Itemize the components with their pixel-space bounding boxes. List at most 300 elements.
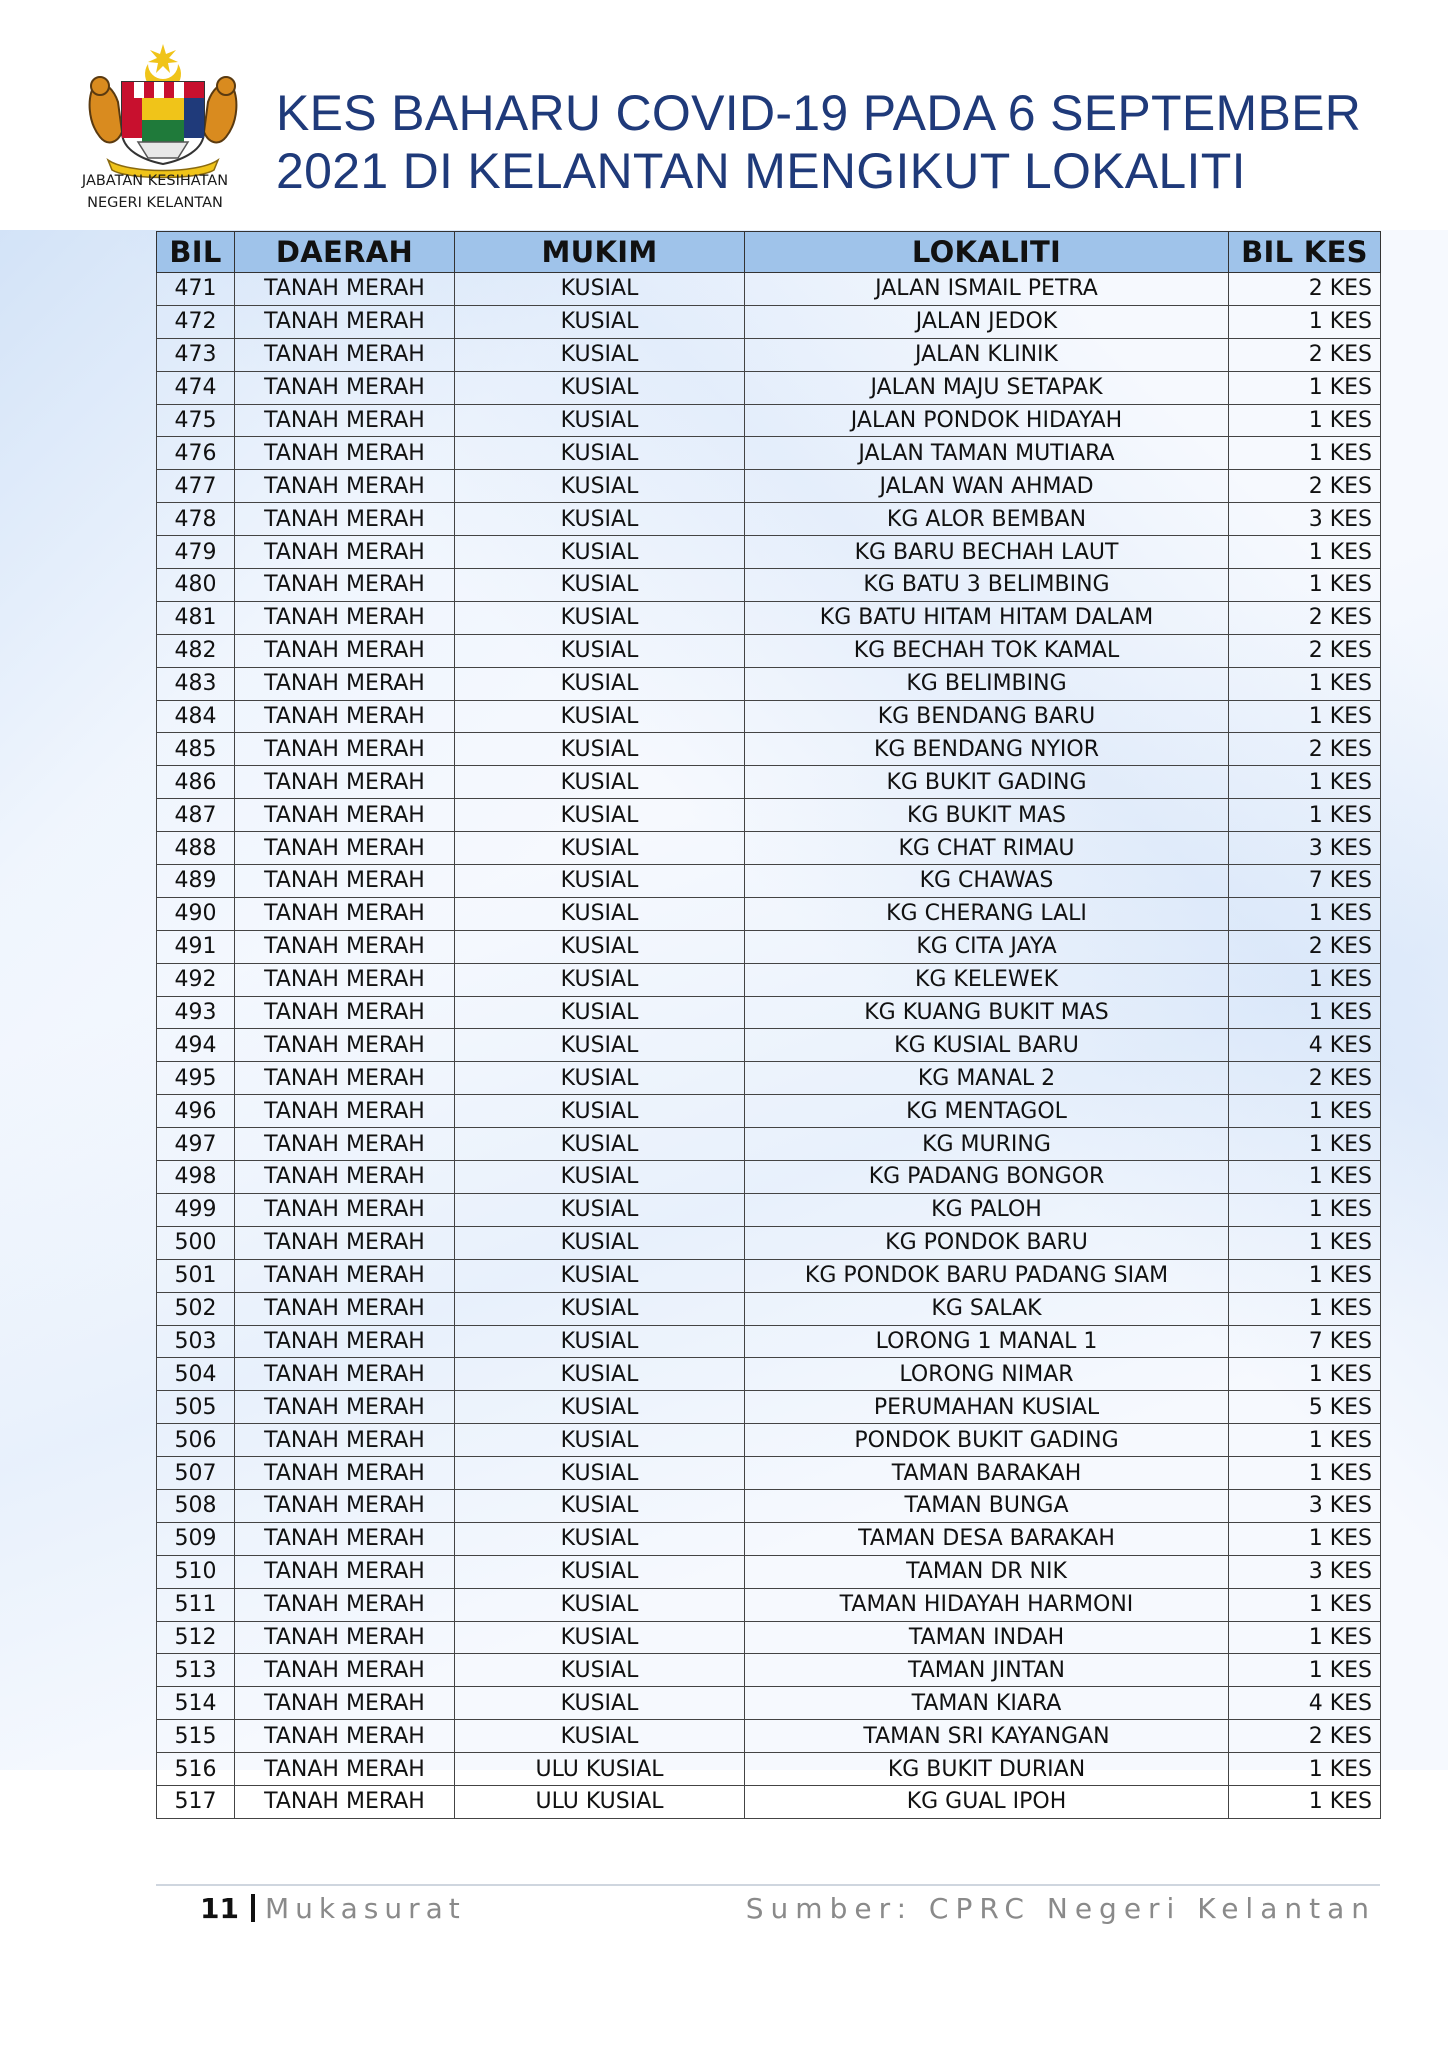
cell-bil-kes: 7 KES bbox=[1229, 1325, 1381, 1358]
cell-mukim: KUSIAL bbox=[455, 601, 745, 634]
cell-lokaliti: JALAN JEDOK bbox=[745, 305, 1229, 338]
table-row bbox=[157, 766, 1381, 799]
cell-daerah: TANAH MERAH bbox=[235, 1555, 455, 1588]
cell-lokaliti: KG BELIMBING bbox=[745, 667, 1229, 700]
cell-lokaliti: PONDOK BUKIT GADING bbox=[745, 1424, 1229, 1457]
cell-bil-kes: 2 KES bbox=[1229, 930, 1381, 963]
cell-daerah: TANAH MERAH bbox=[235, 601, 455, 634]
cell-daerah: TANAH MERAH bbox=[235, 1785, 455, 1818]
cell-mukim: KUSIAL bbox=[455, 1193, 745, 1226]
cell-bil-kes: 1 KES bbox=[1229, 1654, 1381, 1687]
cell-lokaliti: KG KUSIAL BARU bbox=[745, 1029, 1229, 1062]
cell-bil-kes: 2 KES bbox=[1229, 601, 1381, 634]
table-row bbox=[157, 1128, 1381, 1161]
cell-daerah: TANAH MERAH bbox=[235, 273, 455, 306]
title-line-1: KES BAHARU COVID-19 PADA 6 SEPTEMBER bbox=[276, 85, 1362, 141]
cell-daerah: TANAH MERAH bbox=[235, 305, 455, 338]
cell-bil-kes: 1 KES bbox=[1229, 1161, 1381, 1194]
cell-mukim: KUSIAL bbox=[455, 897, 745, 930]
table-row bbox=[157, 1259, 1381, 1292]
agency-line-1: JABATAN KESIHATAN bbox=[81, 173, 229, 189]
cell-mukim: KUSIAL bbox=[455, 1588, 745, 1621]
cell-mukim: KUSIAL bbox=[455, 1457, 745, 1490]
cell-daerah: TANAH MERAH bbox=[235, 1193, 455, 1226]
table-row bbox=[157, 799, 1381, 832]
cell-bil: 493 bbox=[157, 996, 235, 1029]
cell-daerah: TANAH MERAH bbox=[235, 1621, 455, 1654]
table-row bbox=[157, 1424, 1381, 1457]
source-credit: Sumber: CPRC Negeri Kelantan bbox=[745, 1892, 1376, 1925]
cell-daerah: TANAH MERAH bbox=[235, 1325, 455, 1358]
table-row bbox=[157, 1193, 1381, 1226]
cell-bil-kes: 1 KES bbox=[1229, 1226, 1381, 1259]
cell-mukim: KUSIAL bbox=[455, 1325, 745, 1358]
cell-daerah: TANAH MERAH bbox=[235, 733, 455, 766]
table-row bbox=[157, 1720, 1381, 1753]
cell-lokaliti: TAMAN JINTAN bbox=[745, 1654, 1229, 1687]
table-row bbox=[157, 1325, 1381, 1358]
cell-lokaliti: LORONG NIMAR bbox=[745, 1358, 1229, 1391]
cell-daerah: TANAH MERAH bbox=[235, 1654, 455, 1687]
cell-lokaliti: KG KELEWEK bbox=[745, 963, 1229, 996]
cell-mukim: KUSIAL bbox=[455, 503, 745, 536]
cell-mukim: KUSIAL bbox=[455, 1391, 745, 1424]
cell-bil-kes: 1 KES bbox=[1229, 371, 1381, 404]
cell-daerah: TANAH MERAH bbox=[235, 1424, 455, 1457]
cell-bil: 476 bbox=[157, 437, 235, 470]
table-row bbox=[157, 1062, 1381, 1095]
table-row bbox=[157, 1029, 1381, 1062]
table-row bbox=[157, 865, 1381, 898]
cell-mukim: KUSIAL bbox=[455, 338, 745, 371]
cell-mukim: KUSIAL bbox=[455, 963, 745, 996]
cell-lokaliti: JALAN PONDOK HIDAYAH bbox=[745, 404, 1229, 437]
cell-bil: 507 bbox=[157, 1457, 235, 1490]
cell-daerah: TANAH MERAH bbox=[235, 1062, 455, 1095]
cell-bil-kes: 1 KES bbox=[1229, 404, 1381, 437]
cell-bil-kes: 2 KES bbox=[1229, 634, 1381, 667]
table-row bbox=[157, 569, 1381, 602]
cell-lokaliti: KG BUKIT GADING bbox=[745, 766, 1229, 799]
cell-mukim: KUSIAL bbox=[455, 865, 745, 898]
table-header-row bbox=[157, 232, 1381, 273]
cell-lokaliti: JALAN ISMAIL PETRA bbox=[745, 273, 1229, 306]
cell-mukim: ULU KUSIAL bbox=[455, 1753, 745, 1786]
cell-daerah: TANAH MERAH bbox=[235, 338, 455, 371]
table-row bbox=[157, 1753, 1381, 1786]
table-row bbox=[157, 897, 1381, 930]
cell-daerah: TANAH MERAH bbox=[235, 1226, 455, 1259]
table-row bbox=[157, 338, 1381, 371]
coat-of-arms-logo bbox=[78, 42, 248, 182]
cell-daerah: TANAH MERAH bbox=[235, 470, 455, 503]
cell-mukim: KUSIAL bbox=[455, 569, 745, 602]
cell-daerah: TANAH MERAH bbox=[235, 667, 455, 700]
cell-bil: 511 bbox=[157, 1588, 235, 1621]
column-header-lokaliti: LOKALITI bbox=[745, 232, 1229, 273]
cell-mukim: KUSIAL bbox=[455, 634, 745, 667]
table-row bbox=[157, 963, 1381, 996]
cell-lokaliti: TAMAN HIDAYAH HARMONI bbox=[745, 1588, 1229, 1621]
cell-lokaliti: KG BECHAH TOK KAMAL bbox=[745, 634, 1229, 667]
cell-bil-kes: 3 KES bbox=[1229, 832, 1381, 865]
cell-mukim: KUSIAL bbox=[455, 1654, 745, 1687]
table-row bbox=[157, 371, 1381, 404]
cell-daerah: TANAH MERAH bbox=[235, 404, 455, 437]
page-separator bbox=[251, 1894, 255, 1922]
cases-table-container bbox=[156, 231, 1380, 1819]
cell-mukim: KUSIAL bbox=[455, 437, 745, 470]
cell-bil: 496 bbox=[157, 1095, 235, 1128]
cell-bil: 515 bbox=[157, 1720, 235, 1753]
cell-bil: 505 bbox=[157, 1391, 235, 1424]
cell-mukim: KUSIAL bbox=[455, 305, 745, 338]
cell-lokaliti: KG MENTAGOL bbox=[745, 1095, 1229, 1128]
table-row bbox=[157, 1391, 1381, 1424]
cell-daerah: TANAH MERAH bbox=[235, 700, 455, 733]
table-row bbox=[157, 470, 1381, 503]
table-row bbox=[157, 1522, 1381, 1555]
cell-bil-kes: 3 KES bbox=[1229, 1489, 1381, 1522]
cell-bil-kes: 1 KES bbox=[1229, 1424, 1381, 1457]
cell-mukim: KUSIAL bbox=[455, 371, 745, 404]
cell-bil-kes: 1 KES bbox=[1229, 437, 1381, 470]
cell-mukim: KUSIAL bbox=[455, 1720, 745, 1753]
table-row bbox=[157, 1654, 1381, 1687]
cell-lokaliti: TAMAN BUNGA bbox=[745, 1489, 1229, 1522]
table-row bbox=[157, 601, 1381, 634]
cell-bil: 492 bbox=[157, 963, 235, 996]
table-row bbox=[157, 1588, 1381, 1621]
cell-mukim: KUSIAL bbox=[455, 536, 745, 569]
cell-bil-kes: 1 KES bbox=[1229, 1753, 1381, 1786]
cell-bil-kes: 1 KES bbox=[1229, 700, 1381, 733]
cell-bil-kes: 1 KES bbox=[1229, 1457, 1381, 1490]
column-header-bil: BIL bbox=[157, 232, 235, 273]
cell-lokaliti: TAMAN SRI KAYANGAN bbox=[745, 1720, 1229, 1753]
cell-mukim: KUSIAL bbox=[455, 1161, 745, 1194]
cell-bil: 499 bbox=[157, 1193, 235, 1226]
cell-lokaliti: KG PONDOK BARU bbox=[745, 1226, 1229, 1259]
cell-daerah: TANAH MERAH bbox=[235, 569, 455, 602]
cell-bil-kes: 4 KES bbox=[1229, 1029, 1381, 1062]
cell-bil: 513 bbox=[157, 1654, 235, 1687]
table-row bbox=[157, 1358, 1381, 1391]
table-row bbox=[157, 305, 1381, 338]
cell-bil-kes: 3 KES bbox=[1229, 1555, 1381, 1588]
cell-bil-kes: 3 KES bbox=[1229, 503, 1381, 536]
table-row bbox=[157, 437, 1381, 470]
cell-bil: 490 bbox=[157, 897, 235, 930]
cell-daerah: TANAH MERAH bbox=[235, 1489, 455, 1522]
cell-bil-kes: 4 KES bbox=[1229, 1687, 1381, 1720]
column-header-bil-kes: BIL KES bbox=[1229, 232, 1381, 273]
cell-lokaliti: LORONG 1 MANAL 1 bbox=[745, 1325, 1229, 1358]
cell-bil: 502 bbox=[157, 1292, 235, 1325]
cell-lokaliti: JALAN MAJU SETAPAK bbox=[745, 371, 1229, 404]
cell-bil-kes: 1 KES bbox=[1229, 305, 1381, 338]
cell-bil: 478 bbox=[157, 503, 235, 536]
cell-lokaliti: KG PONDOK BARU PADANG SIAM bbox=[745, 1259, 1229, 1292]
cell-mukim: KUSIAL bbox=[455, 667, 745, 700]
cell-mukim: KUSIAL bbox=[455, 733, 745, 766]
cell-mukim: ULU KUSIAL bbox=[455, 1785, 745, 1818]
cell-daerah: TANAH MERAH bbox=[235, 897, 455, 930]
cell-bil: 516 bbox=[157, 1753, 235, 1786]
cell-lokaliti: KG BARU BECHAH LAUT bbox=[745, 536, 1229, 569]
cell-mukim: KUSIAL bbox=[455, 1621, 745, 1654]
cell-daerah: TANAH MERAH bbox=[235, 1720, 455, 1753]
cell-daerah: TANAH MERAH bbox=[235, 1292, 455, 1325]
cell-daerah: TANAH MERAH bbox=[235, 1161, 455, 1194]
cell-lokaliti: KG PALOH bbox=[745, 1193, 1229, 1226]
cell-lokaliti: KG CHAT RIMAU bbox=[745, 832, 1229, 865]
cell-bil-kes: 1 KES bbox=[1229, 1259, 1381, 1292]
cell-mukim: KUSIAL bbox=[455, 1062, 745, 1095]
cell-lokaliti: JALAN WAN AHMAD bbox=[745, 470, 1229, 503]
cell-lokaliti: KG MURING bbox=[745, 1128, 1229, 1161]
cell-bil: 486 bbox=[157, 766, 235, 799]
cell-daerah: TANAH MERAH bbox=[235, 1358, 455, 1391]
cell-bil-kes: 1 KES bbox=[1229, 1522, 1381, 1555]
cell-daerah: TANAH MERAH bbox=[235, 1753, 455, 1786]
cell-daerah: TANAH MERAH bbox=[235, 536, 455, 569]
cell-daerah: TANAH MERAH bbox=[235, 1457, 455, 1490]
cell-lokaliti: KG BENDANG BARU bbox=[745, 700, 1229, 733]
cell-bil: 489 bbox=[157, 865, 235, 898]
cell-mukim: KUSIAL bbox=[455, 799, 745, 832]
cell-bil: 506 bbox=[157, 1424, 235, 1457]
cell-lokaliti: KG BENDANG NYIOR bbox=[745, 733, 1229, 766]
page-word: Mukasurat bbox=[264, 1892, 466, 1925]
cell-lokaliti: KG MANAL 2 bbox=[745, 1062, 1229, 1095]
table-row bbox=[157, 1292, 1381, 1325]
cell-bil: 495 bbox=[157, 1062, 235, 1095]
cell-lokaliti: TAMAN DR NIK bbox=[745, 1555, 1229, 1588]
table-row bbox=[157, 1226, 1381, 1259]
cell-daerah: TANAH MERAH bbox=[235, 996, 455, 1029]
cell-lokaliti: JALAN KLINIK bbox=[745, 338, 1229, 371]
cell-bil: 471 bbox=[157, 273, 235, 306]
cell-lokaliti: KG PADANG BONGOR bbox=[745, 1161, 1229, 1194]
cell-bil: 508 bbox=[157, 1489, 235, 1522]
cell-daerah: TANAH MERAH bbox=[235, 1259, 455, 1292]
cell-mukim: KUSIAL bbox=[455, 1292, 745, 1325]
cell-daerah: TANAH MERAH bbox=[235, 634, 455, 667]
cell-bil-kes: 1 KES bbox=[1229, 996, 1381, 1029]
column-header-mukim: MUKIM bbox=[455, 232, 745, 273]
cell-bil-kes: 1 KES bbox=[1229, 667, 1381, 700]
cell-lokaliti: KG BATU HITAM HITAM DALAM bbox=[745, 601, 1229, 634]
cell-mukim: KUSIAL bbox=[455, 1128, 745, 1161]
cell-mukim: KUSIAL bbox=[455, 1358, 745, 1391]
title-line-2: 2021 DI KELANTAN MENGIKUT LOKALITI bbox=[276, 143, 1246, 199]
table-row bbox=[157, 404, 1381, 437]
table-row bbox=[157, 1555, 1381, 1588]
cell-lokaliti: TAMAN BARAKAH bbox=[745, 1457, 1229, 1490]
cell-daerah: TANAH MERAH bbox=[235, 1588, 455, 1621]
table-row bbox=[157, 1161, 1381, 1194]
cell-bil-kes: 1 KES bbox=[1229, 1128, 1381, 1161]
cell-bil: 487 bbox=[157, 799, 235, 832]
cell-bil-kes: 1 KES bbox=[1229, 799, 1381, 832]
cell-mukim: KUSIAL bbox=[455, 1259, 745, 1292]
cell-lokaliti: KG ALOR BEMBAN bbox=[745, 503, 1229, 536]
cell-lokaliti: KG CHERANG LALI bbox=[745, 897, 1229, 930]
cell-lokaliti: KG KUANG BUKIT MAS bbox=[745, 996, 1229, 1029]
cell-mukim: KUSIAL bbox=[455, 1522, 745, 1555]
cell-bil-kes: 5 KES bbox=[1229, 1391, 1381, 1424]
cell-daerah: TANAH MERAH bbox=[235, 1687, 455, 1720]
table-row bbox=[157, 1687, 1381, 1720]
cell-lokaliti: KG BATU 3 BELIMBING bbox=[745, 569, 1229, 602]
table-row bbox=[157, 1457, 1381, 1490]
table-row bbox=[157, 700, 1381, 733]
agency-name bbox=[40, 170, 270, 214]
column-header-daerah: DAERAH bbox=[235, 232, 455, 273]
cell-bil: 503 bbox=[157, 1325, 235, 1358]
cell-mukim: KUSIAL bbox=[455, 1424, 745, 1457]
cell-daerah: TANAH MERAH bbox=[235, 1128, 455, 1161]
cell-bil-kes: 2 KES bbox=[1229, 273, 1381, 306]
cell-mukim: KUSIAL bbox=[455, 470, 745, 503]
cell-bil: 500 bbox=[157, 1226, 235, 1259]
cell-bil-kes: 1 KES bbox=[1229, 1292, 1381, 1325]
table-row bbox=[157, 733, 1381, 766]
cell-mukim: KUSIAL bbox=[455, 1555, 745, 1588]
table-row bbox=[157, 930, 1381, 963]
table-row bbox=[157, 536, 1381, 569]
cell-daerah: TANAH MERAH bbox=[235, 832, 455, 865]
cell-bil-kes: 1 KES bbox=[1229, 1621, 1381, 1654]
cell-bil-kes: 2 KES bbox=[1229, 733, 1381, 766]
page-header bbox=[0, 0, 1448, 230]
cell-bil: 482 bbox=[157, 634, 235, 667]
cell-mukim: KUSIAL bbox=[455, 930, 745, 963]
cell-lokaliti: TAMAN KIARA bbox=[745, 1687, 1229, 1720]
cell-bil: 514 bbox=[157, 1687, 235, 1720]
cell-bil-kes: 2 KES bbox=[1229, 1062, 1381, 1095]
cell-bil: 504 bbox=[157, 1358, 235, 1391]
cell-bil: 479 bbox=[157, 536, 235, 569]
table-row bbox=[157, 1489, 1381, 1522]
cell-bil-kes: 1 KES bbox=[1229, 536, 1381, 569]
cell-lokaliti: KG GUAL IPOH bbox=[745, 1785, 1229, 1818]
cell-bil-kes: 1 KES bbox=[1229, 1785, 1381, 1818]
cell-bil: 473 bbox=[157, 338, 235, 371]
cell-bil: 481 bbox=[157, 601, 235, 634]
cell-lokaliti: KG SALAK bbox=[745, 1292, 1229, 1325]
footer-divider bbox=[156, 1884, 1380, 1886]
table-row bbox=[157, 273, 1381, 306]
cell-daerah: TANAH MERAH bbox=[235, 437, 455, 470]
agency-line-2: NEGERI KELANTAN bbox=[87, 195, 223, 211]
table-row bbox=[157, 503, 1381, 536]
cell-lokaliti: KG BUKIT MAS bbox=[745, 799, 1229, 832]
page-number-block bbox=[200, 1892, 466, 1925]
cell-bil: 485 bbox=[157, 733, 235, 766]
cell-bil-kes: 1 KES bbox=[1229, 897, 1381, 930]
cell-bil: 494 bbox=[157, 1029, 235, 1062]
cell-bil: 472 bbox=[157, 305, 235, 338]
cell-mukim: KUSIAL bbox=[455, 1226, 745, 1259]
cell-bil-kes: 7 KES bbox=[1229, 865, 1381, 898]
cell-mukim: KUSIAL bbox=[455, 1489, 745, 1522]
cell-lokaliti: TAMAN DESA BARAKAH bbox=[745, 1522, 1229, 1555]
page-title bbox=[276, 84, 1376, 200]
table-row bbox=[157, 1621, 1381, 1654]
cell-bil: 498 bbox=[157, 1161, 235, 1194]
cell-bil: 510 bbox=[157, 1555, 235, 1588]
cell-bil: 480 bbox=[157, 569, 235, 602]
cell-lokaliti: KG BUKIT DURIAN bbox=[745, 1753, 1229, 1786]
cell-bil-kes: 1 KES bbox=[1229, 1193, 1381, 1226]
cell-bil-kes: 2 KES bbox=[1229, 338, 1381, 371]
cell-bil: 491 bbox=[157, 930, 235, 963]
table-row bbox=[157, 996, 1381, 1029]
table-row bbox=[157, 832, 1381, 865]
cell-bil: 497 bbox=[157, 1128, 235, 1161]
cell-daerah: TANAH MERAH bbox=[235, 371, 455, 404]
cell-lokaliti: KG CHAWAS bbox=[745, 865, 1229, 898]
cell-bil-kes: 1 KES bbox=[1229, 1588, 1381, 1621]
cell-daerah: TANAH MERAH bbox=[235, 1029, 455, 1062]
cell-mukim: KUSIAL bbox=[455, 700, 745, 733]
cell-lokaliti: KG CITA JAYA bbox=[745, 930, 1229, 963]
cell-daerah: TANAH MERAH bbox=[235, 1095, 455, 1128]
cell-lokaliti: TAMAN INDAH bbox=[745, 1621, 1229, 1654]
cell-bil: 517 bbox=[157, 1785, 235, 1818]
cell-bil-kes: 2 KES bbox=[1229, 470, 1381, 503]
cell-mukim: KUSIAL bbox=[455, 1095, 745, 1128]
cell-daerah: TANAH MERAH bbox=[235, 1522, 455, 1555]
cell-mukim: KUSIAL bbox=[455, 1687, 745, 1720]
table-row bbox=[157, 1095, 1381, 1128]
cell-bil: 477 bbox=[157, 470, 235, 503]
cell-bil: 488 bbox=[157, 832, 235, 865]
cell-lokaliti: PERUMAHAN KUSIAL bbox=[745, 1391, 1229, 1424]
cell-mukim: KUSIAL bbox=[455, 832, 745, 865]
table-row bbox=[157, 634, 1381, 667]
cell-bil-kes: 1 KES bbox=[1229, 569, 1381, 602]
cell-daerah: TANAH MERAH bbox=[235, 865, 455, 898]
cell-daerah: TANAH MERAH bbox=[235, 930, 455, 963]
cell-bil-kes: 1 KES bbox=[1229, 1095, 1381, 1128]
cell-bil: 501 bbox=[157, 1259, 235, 1292]
cell-daerah: TANAH MERAH bbox=[235, 766, 455, 799]
cell-bil: 512 bbox=[157, 1621, 235, 1654]
cell-mukim: KUSIAL bbox=[455, 404, 745, 437]
cell-bil: 483 bbox=[157, 667, 235, 700]
cell-mukim: KUSIAL bbox=[455, 996, 745, 1029]
cell-bil: 474 bbox=[157, 371, 235, 404]
cell-daerah: TANAH MERAH bbox=[235, 1391, 455, 1424]
table-row bbox=[157, 1785, 1381, 1818]
cell-mukim: KUSIAL bbox=[455, 273, 745, 306]
cell-daerah: TANAH MERAH bbox=[235, 963, 455, 996]
table-row bbox=[157, 667, 1381, 700]
page-number: 11 bbox=[200, 1892, 239, 1925]
cell-bil-kes: 1 KES bbox=[1229, 963, 1381, 996]
cell-daerah: TANAH MERAH bbox=[235, 503, 455, 536]
cell-mukim: KUSIAL bbox=[455, 766, 745, 799]
cell-bil: 475 bbox=[157, 404, 235, 437]
cell-mukim: KUSIAL bbox=[455, 1029, 745, 1062]
cell-lokaliti: JALAN TAMAN MUTIARA bbox=[745, 437, 1229, 470]
cell-bil-kes: 1 KES bbox=[1229, 1358, 1381, 1391]
cell-bil-kes: 2 KES bbox=[1229, 1720, 1381, 1753]
cell-bil-kes: 1 KES bbox=[1229, 766, 1381, 799]
